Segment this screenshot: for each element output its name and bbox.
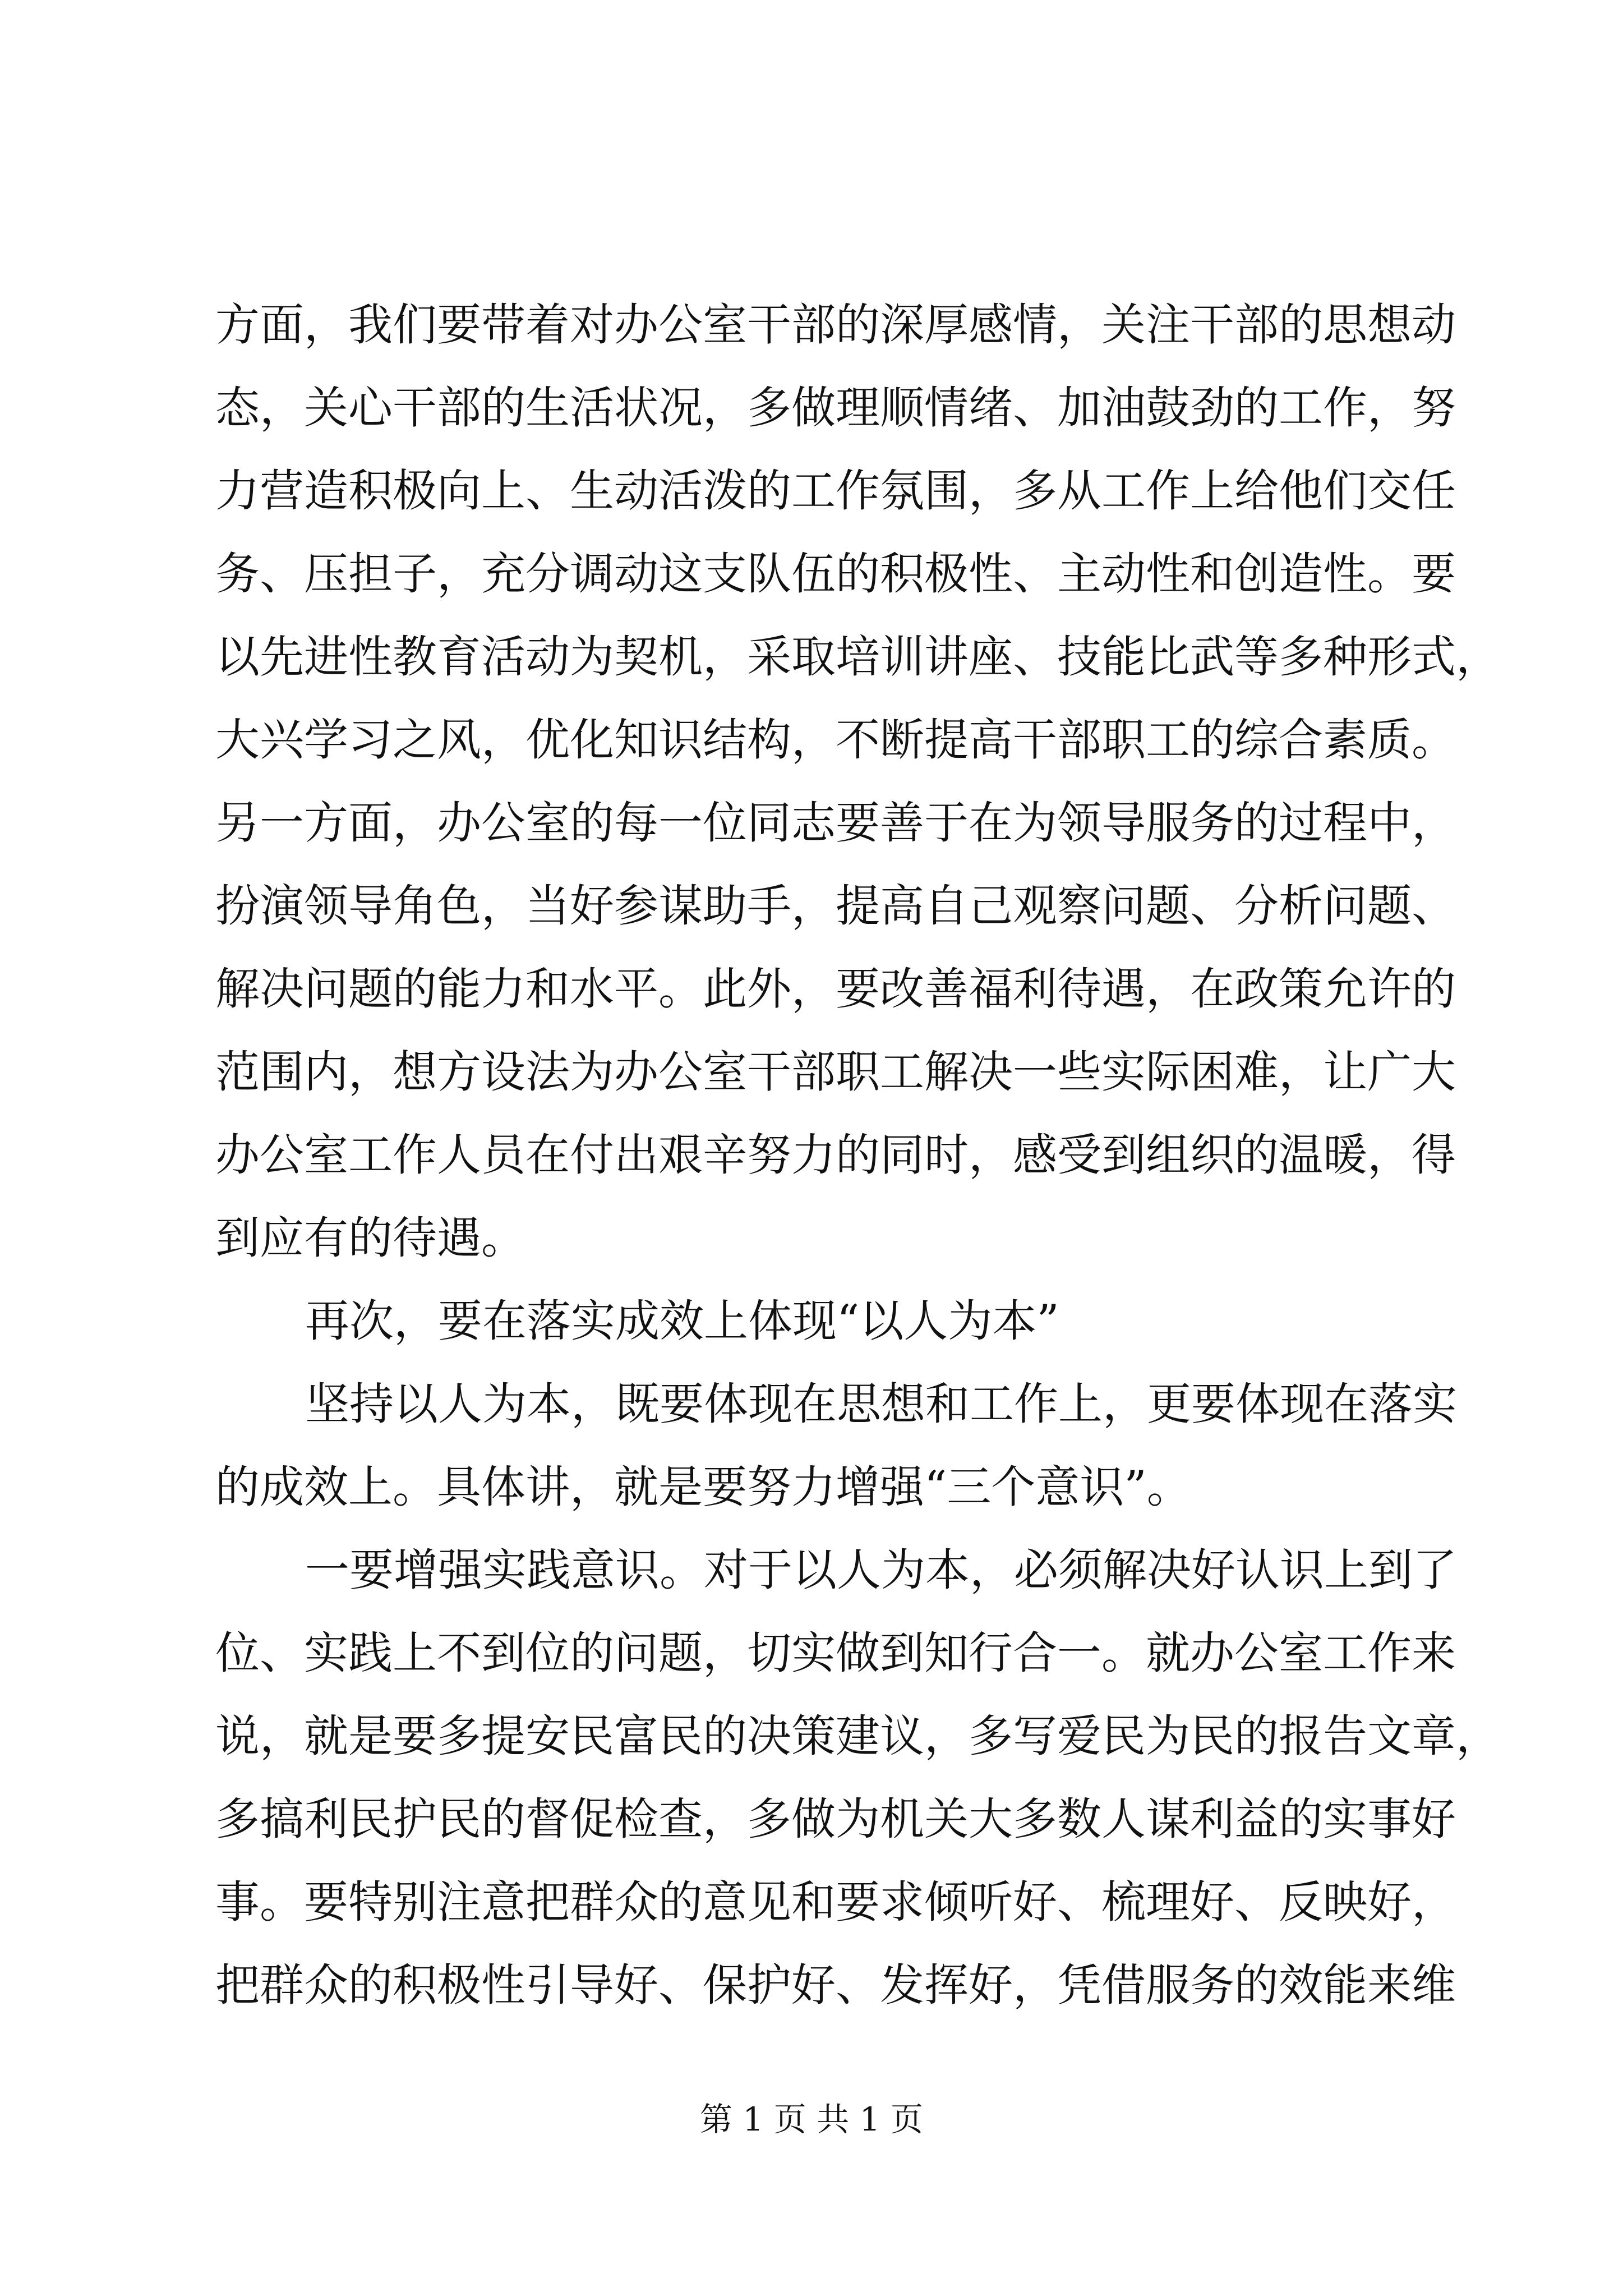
section-heading: 再次，要在落实成效上体现“以人为本” — [305, 1295, 1059, 1347]
text-line: 力营造积极向上、生动活泼的工作氛围，多从工作上给他们交任 — [215, 465, 1456, 517]
text-line: 解决问题的能力和水平。此外，要改善福利待遇，在政策允许的 — [215, 963, 1456, 1015]
text-line: 说，就是要多提安民富民的决策建议，多写爱民为民的报告文章， — [215, 1710, 1500, 1762]
text-line: 的成效上。具体讲，就是要努力增强“三个意识”。 — [215, 1461, 1191, 1513]
document-body — [215, 283, 1500, 2027]
text-line: 多搞利民护民的督促检查，多做为机关大多数人谋利益的实事好 — [215, 1793, 1456, 1845]
text-line: 范围内，想方设法为办公室干部职工解决一些实际困难，让广大 — [215, 1046, 1456, 1098]
text-line: 扮演领导角色，当好参谋助手，提高自己观察问题、分析问题、 — [215, 880, 1456, 932]
text-line: 办公室工作人员在付出艰辛努力的同时，感受到组织的温暖，得 — [215, 1129, 1456, 1181]
text-line: 事。要特别注意把群众的意见和要求倾听好、梳理好、反映好， — [215, 1876, 1456, 1928]
text-line: 把群众的积极性引导好、保护好、发挥好，凭借服务的效能来维 — [215, 1959, 1456, 2011]
text-line: 坚持以人为本，既要体现在思想和工作上，更要体现在落实 — [305, 1378, 1457, 1430]
text-line: 方面，我们要带着对办公室干部的深厚感情，关注干部的思想动 — [215, 299, 1456, 351]
text-line: 一要增强实践意识。对于以人为本，必须解决好认识上到了 — [305, 1544, 1457, 1596]
text-line: 大兴学习之风，优化知识结构，不断提高干部职工的综合素质。 — [215, 714, 1456, 766]
text-line: 务、压担子，充分调动这支队伍的积极性、主动性和创造性。要 — [215, 548, 1456, 600]
text-line: 到应有的待遇。 — [215, 1212, 525, 1264]
text-line: 以先进性教育活动为契机，采取培训讲座、技能比武等多种形式， — [215, 631, 1500, 683]
text-line: 态，关心干部的生活状况，多做理顺情绪、加油鼓劲的工作，努 — [215, 382, 1456, 434]
text-line: 位、实践上不到位的问题，切实做到知行合一。就办公室工作来 — [215, 1627, 1456, 1679]
page-number-footer: 第 1 页 共 1 页 — [700, 2100, 923, 2138]
text-line: 另一方面，办公室的每一位同志要善于在为领导服务的过程中， — [215, 797, 1456, 849]
